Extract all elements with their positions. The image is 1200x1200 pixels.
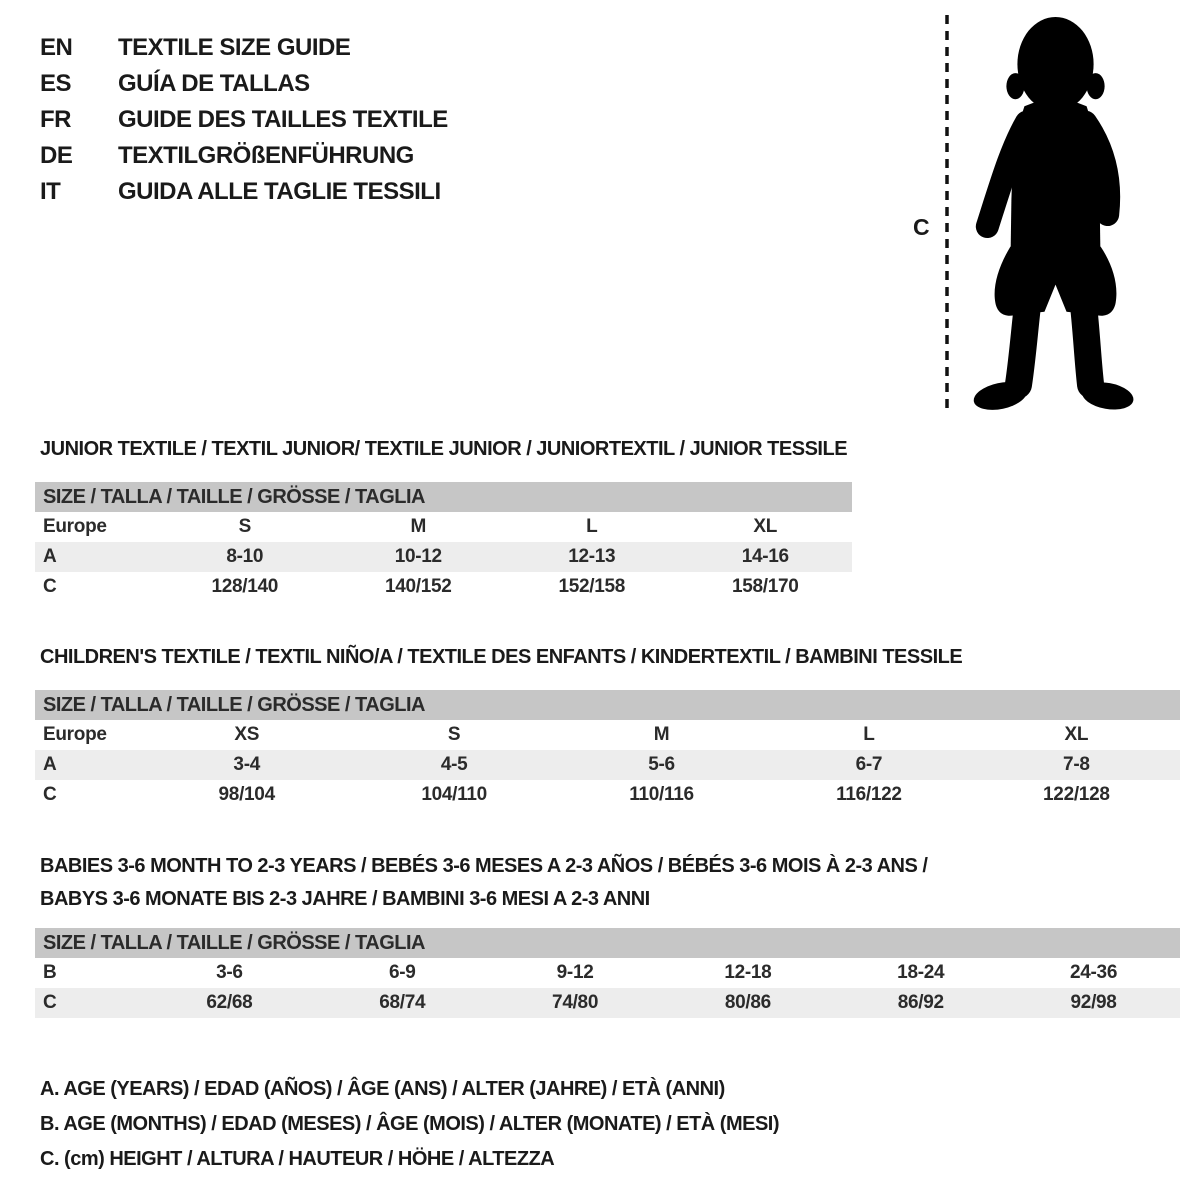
table-row [35, 542, 852, 572]
table-cell: 24-36 [1070, 962, 1118, 983]
table-cell: M [410, 516, 427, 537]
table-cell: 152/158 [558, 576, 626, 597]
size-header-label: SIZE / TALLA / TAILLE / GRÖSSE / TAGLIA [43, 932, 425, 954]
table-cell: 5-6 [648, 754, 675, 775]
measure-label-c: C [913, 214, 930, 240]
silhouette-leg-right [1083, 297, 1091, 385]
language-guide-title: TEXTILGRÖßENFÜHRUNG [118, 142, 414, 169]
table-cell: 128/140 [211, 576, 279, 597]
silhouette-ear-right [1087, 73, 1105, 99]
silhouette-head [1017, 17, 1093, 111]
language-code: IT [40, 178, 61, 205]
table-cell: 110/116 [629, 784, 694, 805]
size-header-bar [35, 928, 1180, 958]
row-label: A [43, 546, 57, 567]
toddler-silhouette [963, 14, 1141, 420]
table-cell: M [653, 724, 670, 745]
silhouette-leg-left [1018, 297, 1028, 385]
language-guide-title: GUÍA DE TALLAS [118, 70, 310, 97]
table-cell: 98/104 [218, 784, 275, 805]
language-code: FR [40, 106, 71, 133]
section-heading: JUNIOR TEXTILE / TEXTIL JUNIOR/ TEXTILE JUNIOR / JUNIORTEXTIL / JUNIOR TESSILE [40, 438, 848, 460]
size-header-label: SIZE / TALLA / TAILLE / GRÖSSE / TAGLIA [43, 486, 425, 508]
table-cell: 4-5 [440, 754, 468, 775]
language-code: EN [40, 34, 73, 61]
table-cell: 7-8 [1063, 754, 1090, 775]
legend [40, 1072, 779, 1177]
table-cell: 86/92 [897, 992, 944, 1013]
legend-line: B. AGE (MONTHS) / EDAD (MESES) / ÂGE (MOIS) / ALTER (MONATE) / ETÀ (MESI) [40, 1113, 780, 1135]
section-heading: BABIES 3-6 MONTH TO 2-3 YEARS / BEBÉS 3-6 MESES A 2-3 AÑOS / BÉBÉS 3-6 MOIS À 2-3 ANS / [40, 855, 928, 877]
size-header-label: SIZE / TALLA / TAILLE / GRÖSSE / TAGLIA [43, 694, 425, 716]
table-cell: 8-10 [226, 546, 264, 567]
language-row [40, 102, 448, 138]
row-label: C [43, 784, 57, 805]
table-cell: 68/74 [379, 992, 426, 1013]
table-cell: 74/80 [552, 992, 599, 1013]
language-row [40, 66, 448, 102]
language-code: ES [40, 70, 72, 97]
silhouette-shorts [995, 247, 1117, 316]
table-cell: 10-12 [394, 546, 442, 567]
table-cell: 12-13 [568, 546, 616, 567]
table-cell: 158/170 [731, 576, 799, 597]
row-label: C [43, 992, 57, 1013]
size-header-bar [35, 690, 1180, 720]
row-label: B [43, 962, 57, 983]
section-children [35, 645, 1180, 810]
table-cell: XS [234, 724, 260, 745]
table-row [35, 720, 1180, 750]
silhouette-ear-left [1006, 73, 1024, 99]
table-row [35, 512, 852, 542]
section-junior [35, 437, 852, 602]
table-cell: 3-6 [216, 962, 243, 983]
table-cell: S [238, 516, 251, 537]
table-row [35, 988, 1180, 1018]
size-table [35, 720, 1180, 810]
section-babies [35, 850, 1180, 1018]
size-header-bar [35, 482, 852, 512]
table-cell: L [586, 516, 598, 537]
row-label: Europe [43, 724, 107, 745]
table-cell: S [447, 724, 461, 745]
language-guide-title: TEXTILE SIZE GUIDE [118, 34, 351, 61]
table-cell: 80/86 [724, 992, 771, 1013]
language-code: DE [40, 142, 73, 169]
table-cell: 104/110 [421, 784, 487, 805]
language-row [40, 30, 448, 66]
section-heading: CHILDREN'S TEXTILE / TEXTIL NIÑO/A / TEXTILE DES ENFANTS / KINDERTEXTIL / BAMBINI TESSILE [40, 646, 963, 668]
language-row [40, 174, 448, 210]
table-cell: 92/98 [1070, 992, 1117, 1013]
language-guide-title: GUIDE DES TAILLES TEXTILE [118, 106, 448, 133]
table-cell: 116/122 [836, 784, 902, 805]
table-cell: 9-12 [556, 962, 594, 983]
table-cell: 122/128 [1043, 784, 1110, 805]
table-cell: L [863, 724, 875, 745]
size-table [35, 512, 852, 602]
language-title-list [40, 30, 448, 210]
table-cell: 18-24 [897, 962, 945, 983]
table-cell: XL [753, 516, 778, 537]
table-cell: 140/152 [384, 576, 452, 597]
row-label: A [43, 754, 57, 775]
language-guide-title: GUIDA ALLE TAGLIE TESSILI [118, 178, 441, 205]
table-cell: 14-16 [741, 546, 789, 567]
table-cell: XL [1064, 724, 1089, 745]
legend-line: A. AGE (YEARS) / EDAD (AÑOS) / ÂGE (ANS) / ALTER (JAHRE) / ETÀ (ANNI) [40, 1078, 725, 1100]
language-row [40, 138, 448, 174]
table-cell: 6-9 [388, 962, 416, 983]
row-label: C [43, 576, 57, 597]
table-row [35, 958, 1180, 988]
section-heading-line2: BABYS 3-6 MONATE BIS 2-3 JAHRE / BAMBINI 3-6 MESI A 2-3 ANNI [40, 888, 650, 910]
table-row [35, 572, 852, 602]
row-label: Europe [43, 516, 107, 537]
table-row [35, 780, 1180, 810]
table-cell: 62/68 [206, 992, 253, 1013]
table-cell: 3-4 [233, 754, 260, 775]
table-cell: 12-18 [724, 962, 772, 983]
height-dashed-line [944, 13, 950, 417]
size-table [35, 958, 1180, 1018]
table-row [35, 750, 1180, 780]
legend-line: C. (cm) HEIGHT / ALTURA / HAUTEUR / HÖHE / ALTEZZA [40, 1148, 555, 1170]
table-cell: 6-7 [855, 754, 883, 775]
